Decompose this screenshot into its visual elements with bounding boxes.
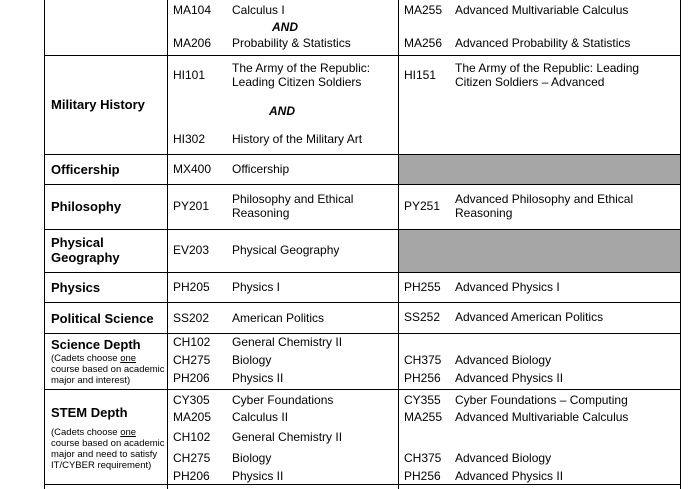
course-title: Leading Citizen Soldiers	[232, 75, 362, 89]
course-code: MX400	[173, 162, 212, 176]
course-code: CH275	[173, 451, 211, 465]
row-divider	[44, 272, 681, 273]
advanced-course-code: SS252	[404, 310, 441, 324]
shaded-cell-physical-geography	[399, 230, 681, 272]
row-divider	[44, 302, 681, 303]
row-label-physical-geography: Geography	[51, 250, 120, 265]
advanced-course-code: PH256	[404, 371, 441, 385]
row-label-science-depth: Science Depth	[51, 337, 141, 352]
advanced-course-code: MA255	[404, 3, 443, 17]
row-note: (Cadets choose one	[51, 353, 137, 364]
row-label-physical-geography: Physical	[51, 235, 104, 250]
advanced-course-title: Reasoning	[455, 206, 513, 220]
course-title: Calculus I	[232, 3, 285, 17]
course-title: Physics II	[232, 371, 284, 385]
row-note: major and need to satisfy	[51, 449, 158, 460]
and-connector: AND	[272, 20, 298, 34]
course-code: MA205	[173, 410, 212, 424]
course-code: HI302	[173, 132, 206, 146]
advanced-course-title: Cyber Foundations – Computing	[455, 393, 628, 407]
advanced-course-code: PH255	[404, 280, 441, 294]
advanced-course-title: Advanced Biology	[455, 451, 552, 465]
course-title: Physics II	[232, 469, 284, 483]
course-title: Probability & Statistics	[232, 36, 351, 50]
row-label-physics: Physics	[51, 280, 101, 295]
advanced-course-title: Advanced Multivariable Calculus	[455, 410, 629, 424]
course-title: Calculus II	[232, 410, 289, 424]
advanced-course-code: HI151	[404, 68, 437, 82]
course-title: General Chemistry II	[232, 335, 343, 349]
row-divider	[44, 389, 681, 390]
course-title: Biology	[232, 353, 272, 367]
course-code: PH205	[173, 280, 210, 294]
advanced-course-title: The Army of the Republic: Leading	[455, 61, 640, 75]
course-title: The Army of the Republic:	[232, 61, 371, 75]
row-divider	[44, 229, 681, 230]
row-note: IT/CYBER requirement)	[51, 460, 152, 471]
shaded-cell-officership	[399, 155, 681, 184]
course-code: CH102	[173, 335, 211, 349]
and-connector: AND	[269, 104, 295, 118]
table-border-left	[44, 0, 45, 489]
course-code: PH206	[173, 469, 210, 483]
course-code: CY305	[173, 393, 210, 407]
advanced-course-title: Advanced Multivariable Calculus	[455, 3, 629, 17]
advanced-course-title: Advanced Philosophy and Ethical	[455, 192, 634, 206]
row-label-military-history: Military History	[51, 97, 145, 112]
advanced-course-code: CY355	[404, 393, 441, 407]
row-divider	[44, 154, 681, 155]
course-title: Reasoning	[232, 206, 290, 220]
course-code: MA104	[173, 3, 212, 17]
course-code: PH206	[173, 371, 210, 385]
table-column-divider-2	[398, 0, 399, 489]
course-code: PY201	[173, 199, 210, 213]
table-border-bottom	[44, 484, 681, 485]
course-title: Philosophy and Ethical	[232, 192, 354, 206]
row-label-political-science: Political Science	[51, 311, 154, 326]
row-divider	[44, 184, 681, 185]
advanced-course-code: CH375	[404, 451, 442, 465]
course-title: History of the Military Art	[232, 132, 363, 146]
course-code: MA206	[173, 36, 212, 50]
course-code: SS202	[173, 311, 210, 325]
advanced-course-title: Advanced American Politics	[455, 310, 604, 324]
course-title: Physical Geography	[232, 243, 340, 257]
row-divider	[44, 55, 681, 56]
course-title: Biology	[232, 451, 272, 465]
row-note: major and interest)	[51, 375, 131, 386]
advanced-course-title: Advanced Probability & Statistics	[455, 36, 631, 50]
row-label-officership: Officership	[51, 162, 120, 177]
course-title: Cyber Foundations	[232, 393, 334, 407]
row-note: (Cadets choose one	[51, 427, 137, 438]
advanced-course-code: MA256	[404, 36, 443, 50]
course-title: American Politics	[232, 311, 325, 325]
course-title: Officership	[232, 162, 290, 176]
advanced-course-code: PH256	[404, 469, 441, 483]
advanced-course-code: MA255	[404, 410, 443, 424]
advanced-course-title: Advanced Physics II	[455, 469, 564, 483]
row-label-stem-depth: STEM Depth	[51, 405, 128, 420]
advanced-course-code: CH375	[404, 353, 442, 367]
row-note: course based on academic	[51, 364, 165, 375]
advanced-course-title: Citizen Soldiers – Advanced	[455, 75, 605, 89]
row-label-philosophy: Philosophy	[51, 199, 122, 214]
advanced-course-title: Advanced Biology	[455, 353, 552, 367]
advanced-course-title: Advanced Physics I	[455, 280, 560, 294]
course-code: CH102	[173, 430, 211, 444]
course-title: Physics I	[232, 280, 281, 294]
table-border-right	[680, 0, 681, 489]
row-divider	[44, 333, 681, 334]
row-note: course based on academic	[51, 438, 165, 449]
course-code: HI101	[173, 68, 206, 82]
course-title: General Chemistry II	[232, 430, 343, 444]
advanced-course-code: PY251	[404, 199, 441, 213]
table-column-divider-1	[167, 0, 168, 489]
course-code: CH275	[173, 353, 211, 367]
advanced-course-title: Advanced Physics II	[455, 371, 564, 385]
course-code: EV203	[173, 243, 210, 257]
